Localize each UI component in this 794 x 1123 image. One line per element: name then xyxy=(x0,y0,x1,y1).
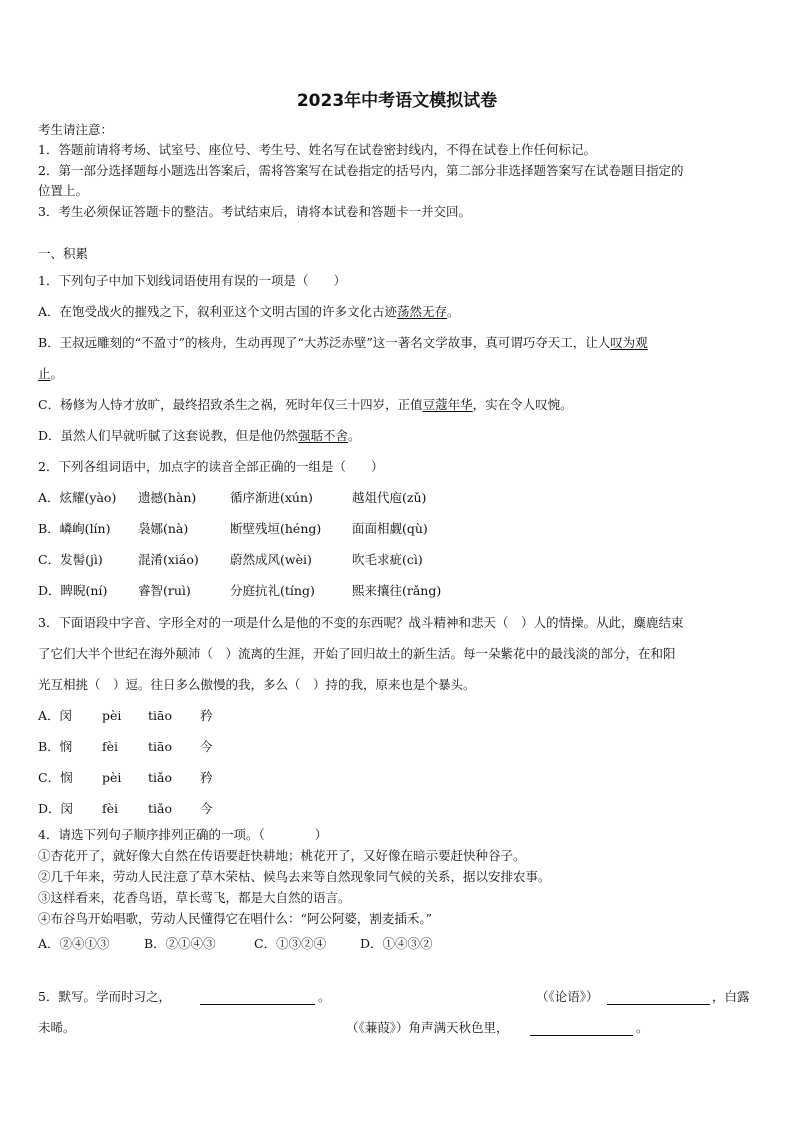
q5-source: （《蒹葭》）角声满天秋色里， xyxy=(346,1020,509,1035)
q2-option-row: B．嶙峋(lín) 袅娜(nà) 断壁残垣(héng) 面面相觑(qù) xyxy=(38,521,428,536)
q1-option-a: A．在饱受战火的摧残之下，叙利亚这个文明古国的许多文化古迹荡然无存。 xyxy=(38,304,460,319)
q1-stem: 1．下列句子中加下划线词语使用有误的一项是（ ） xyxy=(38,273,346,288)
section-heading: 一、积累 xyxy=(38,246,89,261)
q2-option-row: C．发髻(jì) 混淆(xiáo) 蔚然成风(wèi) 吹毛求疵(cì) xyxy=(38,552,423,567)
q3-option: D．闵 fèi tiǎo 今 xyxy=(38,801,213,816)
answer-blank[interactable] xyxy=(200,990,315,1005)
notice-item: 2．第一部分选择题每小题选出答案后，需将答案写在试卷指定的括号内，第二部分非选择题答案写在试卷题目指定的 xyxy=(38,163,684,178)
notice-item: 1．答题前请将考场、试室号、座位号、考生号、姓名写在试卷密封线内，不得在试卷上作任何标记。 xyxy=(38,142,596,157)
q5-text: 未晞。 xyxy=(38,1020,76,1035)
page-title: 2023年中考语文模拟试卷 xyxy=(296,91,498,111)
answer-blank[interactable] xyxy=(607,990,710,1005)
q1-option-b: B．王叔远雕刻的“不盈寸”的核舟，生动再现了“大苏泛赤壁”这一著名文学故事，真可谓巧夺天工，让人叹为观 xyxy=(38,335,648,350)
q2-stem: 2．下列各组词语中，加点字的读音全部正确的一组是（ ） xyxy=(38,459,384,474)
q2-option-row: D．睥睨(ní) 睿智(ruì) 分庭抗礼(tíng) 熙来攘往(rǎng) xyxy=(38,583,442,598)
q3-stem: 了它们大半个世纪在海外颠沛（ ）流离的生涯，开始了回归故土的新生活。每一朵紫花中的最浅淡的部分，在和阳 xyxy=(38,646,676,661)
q5-source: （《论语》） xyxy=(536,989,599,1004)
answer-blank[interactable] xyxy=(530,1021,633,1036)
q4-stem: 4．请选下列句子顺序排列正确的一项。（ ） xyxy=(38,827,328,842)
q1-option-c: C．杨修为人恃才放旷，最终招致杀生之祸，死时年仅三十四岁，正值豆蔻年华，实在令人叹惋。 xyxy=(38,397,573,412)
notice-item: 位置上。 xyxy=(38,183,89,198)
q3-option: A．闵 pèi tiāo 矜 xyxy=(38,708,213,723)
q2-option-row: A．炫耀(yào) 遗撼(hàn) 循序渐进(xún) 越俎代庖(zǔ) xyxy=(38,490,427,505)
notice-heading: 考生请注意： xyxy=(38,122,114,137)
q3-stem: 3．下面语段中字音、字形全对的一项是什么是他的不变的东西呢？战斗精神和悲天（ ）人的情操。从此，麋鹿结束 xyxy=(38,615,684,630)
notice-item: 3．考生必须保证答题卡的整洁。考试结束后，请将本试卷和答题卡一并交回。 xyxy=(38,204,471,219)
q5-stem: 5．默写。学而时习之， xyxy=(38,989,171,1004)
q4-sentence: ④布谷鸟开始唱歌，劳动人民懂得它在唱什么：“阿公阿婆，割麦插禾。” xyxy=(38,911,433,926)
q4-sentence: ②几千年来，劳动人民注意了草木荣枯、候鸟去来等自然现象同气候的关系，据以安排农事。 xyxy=(38,869,551,884)
q1-option-b-cont: 止。 xyxy=(38,366,64,381)
q4-sentence: ③这样看来，花香鸟语，草长莺飞，都是大自然的语言。 xyxy=(38,890,351,905)
q3-stem: 光互相挑（ ）逗。往日多么傲慢的我，多么（ ）持的我，原来也是个暴头。 xyxy=(38,677,476,692)
q3-option: C．悯 pèi tiǎo 矜 xyxy=(38,770,213,785)
q5-text: 。 xyxy=(318,989,331,1004)
q3-option: B．悯 fèi tiāo 今 xyxy=(38,739,213,754)
q4-options: A．②④①③ B．②①④③ C．①③②④ D．①④③② xyxy=(38,936,433,951)
q1-option-d: D．虽然人们早就听腻了这套说教，但是他仍然强聒不舍。 xyxy=(38,428,361,443)
q5-text: 。 xyxy=(636,1020,649,1035)
q4-sentence: ①杏花开了，就好像大自然在传语要赶快耕地；桃花开了，又好像在暗示要赶快种谷子。 xyxy=(38,848,526,863)
q5-text: ，白露 xyxy=(712,989,750,1004)
